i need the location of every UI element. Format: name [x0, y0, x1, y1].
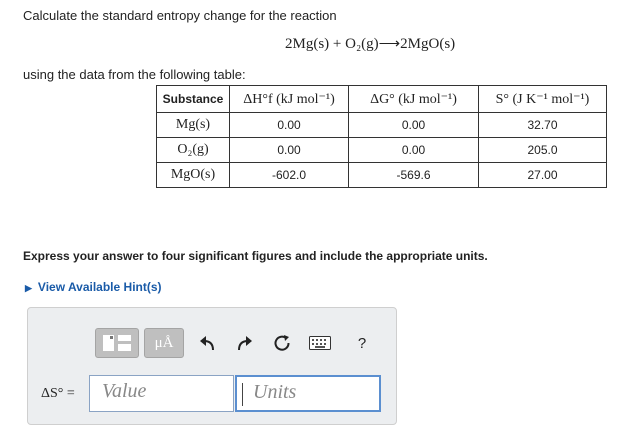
substance-cell: O₂(g) — [157, 138, 230, 163]
gibbs-cell: -569.6 — [349, 163, 479, 188]
header-substance: Substance — [157, 86, 230, 113]
data-intro-text: using the data from the following table: — [23, 67, 246, 82]
thermo-data-table — [156, 85, 607, 188]
redo-icon[interactable] — [233, 332, 255, 354]
table-row — [157, 163, 607, 188]
enthalpy-cell: 0.00 — [230, 113, 349, 138]
enthalpy-cell: -602.0 — [230, 163, 349, 188]
view-hints-link[interactable] — [25, 280, 162, 294]
units-placeholder: Units — [253, 381, 297, 403]
entropy-cell: 205.0 — [479, 138, 607, 163]
gibbs-cell: 0.00 — [349, 138, 479, 163]
help-icon[interactable]: ? — [357, 334, 367, 352]
units-symbols-button[interactable]: μÅ — [144, 328, 184, 358]
units-input[interactable] — [235, 375, 381, 412]
expand-triangle-icon: ▶ — [25, 283, 32, 293]
header-gibbs: ΔG° (kJ mol⁻¹) — [349, 86, 479, 113]
gibbs-cell: 0.00 — [349, 113, 479, 138]
reaction-equation: 2Mg(s) + O₂(g)⟶2MgO(s) — [285, 36, 456, 52]
delta-s-label: ΔS° = — [41, 386, 75, 401]
substance-cell: MgO(s) — [157, 163, 230, 188]
table-row — [157, 138, 607, 163]
text-cursor — [242, 383, 243, 406]
keyboard-icon[interactable] — [309, 332, 331, 354]
header-enthalpy: ΔH°f (kJ mol⁻¹) — [230, 86, 349, 113]
entropy-cell: 27.00 — [479, 163, 607, 188]
undo-icon[interactable] — [197, 332, 219, 354]
entropy-cell: 32.70 — [479, 113, 607, 138]
question-text: Calculate the standard entropy change for the reaction — [23, 8, 337, 23]
hint-link-label: View Available Hint(s) — [37, 280, 162, 294]
table-row — [157, 113, 607, 138]
header-entropy: S° (J K⁻¹ mol⁻¹) — [479, 86, 607, 113]
templates-icon — [102, 334, 132, 352]
substance-cell: Mg(s) — [157, 113, 230, 138]
answer-instruction: Express your answer to four significant figures and include the appropriate units. — [23, 249, 488, 263]
table-header-row — [157, 86, 607, 113]
answer-panel — [27, 307, 397, 425]
value-input[interactable]: Value — [89, 375, 234, 412]
enthalpy-cell: 0.00 — [230, 138, 349, 163]
reset-icon[interactable] — [271, 332, 293, 354]
templates-button[interactable] — [95, 328, 139, 358]
